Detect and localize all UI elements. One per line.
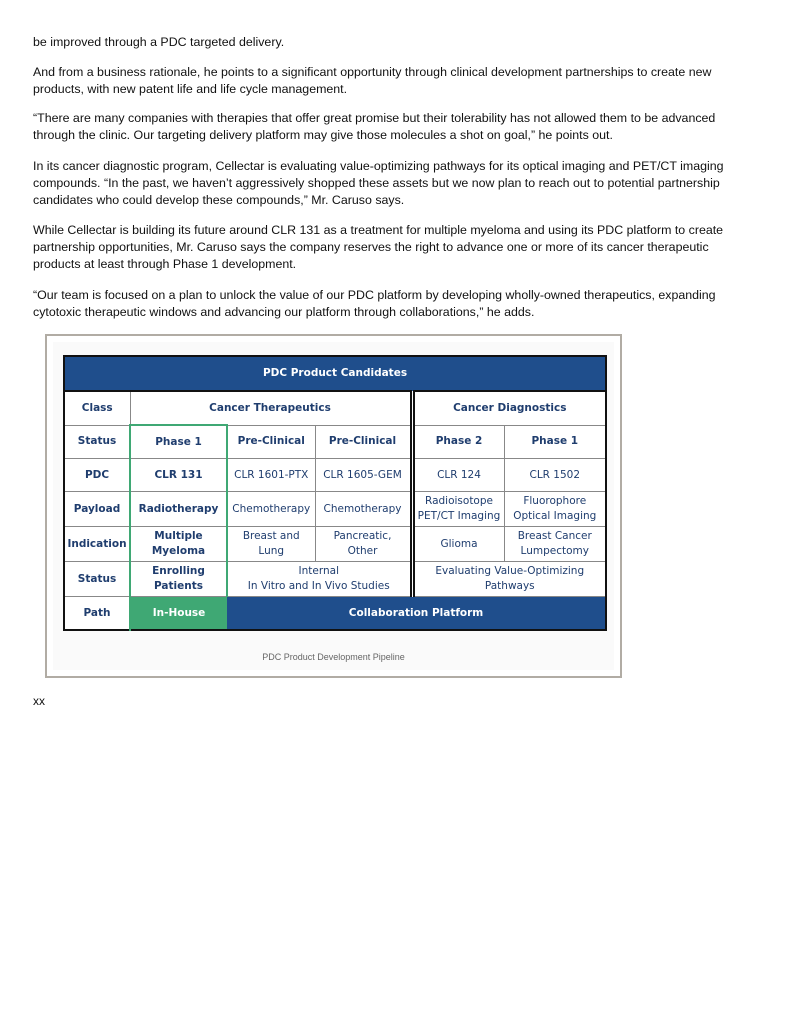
indication-cell: Breast Cancer Lumpectomy [504, 527, 606, 562]
row-label-indication: Indication [64, 527, 130, 562]
indication-cell: Breast and Lung [227, 527, 315, 562]
trailing-text: xx [33, 694, 45, 708]
payload-cell: Fluorophore Optical Imaging [504, 492, 606, 527]
article-paragraph: And from a business rationale, he points to a significant opportunity through clinical development partnerships to create new products, with new patent life and life cycle management. [33, 65, 712, 96]
row-label-status: Status [64, 425, 130, 459]
row-label-payload: Payload [64, 492, 130, 527]
pdc-cell: CLR 131 [130, 459, 227, 492]
table-row-development-status [64, 562, 606, 597]
pdc-cell: CLR 1502 [504, 459, 606, 492]
class-diagnostics: Cancer Diagnostics [412, 391, 606, 425]
table-title: PDC Product Candidates [64, 356, 606, 391]
row-label-path: Path [64, 597, 130, 631]
article-paragraph: While Cellectar is building its future around CLR 131 as a treatment for multiple myeloma and using its PDC platform to create partnership opportunities, Mr. Caruso says the company reserves the right to advance one or more of its cancer therapeutic products at least through Phase 1 development. [33, 223, 724, 271]
status-cell: Pre-Clinical [315, 425, 412, 459]
status-cell: Phase 1 [130, 425, 227, 459]
status-cell: Phase 2 [412, 425, 504, 459]
internal-detail: In Vitro and In Vivo Studies [247, 580, 390, 592]
table-row-payload [64, 492, 606, 527]
indication-cell: Pancreatic, Other [315, 527, 412, 562]
internal-label: Internal [298, 565, 339, 577]
table-row-path [64, 597, 606, 631]
table-row-class [64, 391, 606, 425]
pipeline-table [63, 355, 607, 631]
collaboration-path: Collaboration Platform [227, 597, 606, 631]
payload-cell: Chemotherapy [227, 492, 315, 527]
indication-cell: Multiple Myeloma [130, 527, 227, 562]
table-row-indication [64, 527, 606, 562]
class-therapeutics: Cancer Therapeutics [130, 391, 412, 425]
payload-cell: Chemotherapy [315, 492, 412, 527]
figure-caption: PDC Product Development Pipeline [262, 652, 405, 662]
table-row-pdc [64, 459, 606, 492]
internal-status-cell [227, 562, 412, 597]
pdc-cell: CLR 1605-GEM [315, 459, 412, 492]
row-label-pdc: PDC [64, 459, 130, 492]
payload-cell: Radioisotope PET/CT Imaging [412, 492, 504, 527]
table-row-status [64, 425, 606, 459]
clr131-status-cell: Enrolling Patients [130, 562, 227, 597]
status-cell: Phase 1 [504, 425, 606, 459]
table-title-row [64, 356, 606, 391]
article-paragraph: “Our team is focused on a plan to unlock the value of our PDC platform by developing wholly-owned therapeutics, expanding cytotoxic therapeutic windows and advancing our platform through collaborations,” he adds. [33, 288, 716, 319]
payload-cell: Radiotherapy [130, 492, 227, 527]
pdc-cell: CLR 124 [412, 459, 504, 492]
in-house-path: In-House [130, 597, 227, 631]
row-label-status: Status [64, 562, 130, 597]
indication-cell: Glioma [412, 527, 504, 562]
article-paragraph: In its cancer diagnostic program, Cellectar is evaluating value-optimizing pathways for its optical imaging and PET/CT imaging compounds. “In the past, we haven’t aggressively shopped these assets but we now plan to reach out to potential partnership candidates who could develop these compounds,” Mr. Caruso says. [33, 159, 724, 207]
row-label-class: Class [64, 391, 130, 425]
article-paragraph: “There are many companies with therapies that offer great promise but their tolerability has not allowed them to be advanced through the clinic. Our targeting delivery platform may give those molecules a shot on goal,” he points out. [33, 111, 716, 142]
article-paragraph: be improved through a PDC targeted delivery. [33, 35, 285, 49]
diagnostics-status-cell: Evaluating Value-Optimizing Pathways [412, 562, 606, 597]
pdc-cell: CLR 1601-PTX [227, 459, 315, 492]
status-cell: Pre-Clinical [227, 425, 315, 459]
